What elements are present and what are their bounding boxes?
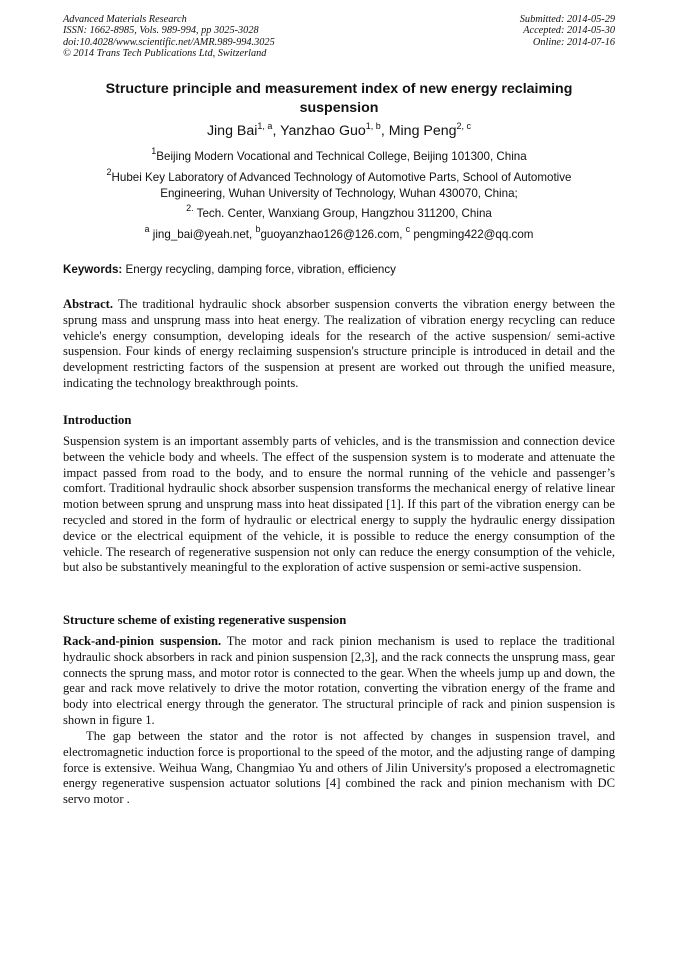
author-separator: , <box>272 123 281 139</box>
affiliation-3 <box>63 203 615 222</box>
author-name: Jing Bai <box>206 123 258 139</box>
gap-paragraph: The gap between the stator and the rotor is not affected by changes in suspension travel, and electromagnetic induction force is proportional to the speed of the motor, and the adjusting range of damping force is extensive. Weihua Wang, Changmiao Yu and others of Jilin University's proposed a electromagnetic energy regenerative suspension actuator solutions [4] combined the rack and pinion mechanism with DC servo motor . <box>63 729 615 807</box>
accepted-date: Accepted: 2014-05-30 <box>523 25 615 37</box>
rack-pinion-text: The motor and rack pinion mechanism is used to replace the traditional hydraulic shock absorbers in rack and pinion suspension [2,3], and the rack connects the unsprung mass, gear connects the sprung mass, and motor rotor is connected to the gear. When the wheels jump up and down, the gear and rack move relatively to drive the motor rotation, converting the vibration energy of the frame and body into electrical energy through the generator. The structural principle of rack and pinion suspension is shown in figure 1. <box>63 634 616 727</box>
affiliation-mark: 2 <box>106 167 112 177</box>
publication-dates <box>520 14 615 48</box>
email-mark: c <box>405 224 411 234</box>
email-mark: b <box>255 224 261 234</box>
submitted-date: Submitted: 2014-05-29 <box>519 14 615 25</box>
keywords-text: Energy recycling, damping force, vibration, efficiency <box>122 263 396 276</box>
author-separator: , <box>380 123 389 139</box>
email-text: jing_bai@yeah.net, <box>149 228 256 241</box>
affiliation-mark: 2. <box>186 203 194 213</box>
author-name: Ming Peng <box>388 123 457 139</box>
journal-name: Advanced Materials Research <box>63 14 187 25</box>
keywords-label: Keywords: <box>63 263 123 276</box>
journal-doi: doi:10.4028/www.scientific.net/AMR.989-994.3025 <box>63 36 275 48</box>
affiliation-2 <box>63 167 615 201</box>
abstract <box>63 297 615 392</box>
affiliation-text: Engineering, Wuhan University of Technology, Wuhan 430070, China; <box>160 186 518 200</box>
introduction-heading: Introduction <box>63 413 132 427</box>
journal-copyright: © 2014 Trans Tech Publications Ltd, Switzerland <box>63 47 267 59</box>
author-emails <box>63 224 615 243</box>
paper-title-line-1: Structure principle and measurement index of new energy reclaiming <box>105 81 573 97</box>
author-list <box>63 122 615 140</box>
paper-title <box>70 80 608 117</box>
email-text: guoyanzhao126@126.com, <box>260 228 406 241</box>
author-affiliation-mark: 2, c <box>456 121 472 131</box>
rack-pinion-paragraph <box>63 634 615 729</box>
journal-issn: ISSN: 1662-8985, Vols. 989-994, pp 3025-3028 <box>63 25 259 37</box>
introduction-text: Suspension system is an important assembly parts of vehicles, and is the transmission and connection device between the vehicle body and wheels. The effect of the suspension system is to moderate and attenuate the impact passed from road to the body, and to ensure the normal running of the vehicle and passenger’s comfort. Traditional hydraulic shock absorber suspension transforms the mechanical energy of relative linear motion between sprung and unsprung mass into heat dissipated [1]. If this part of the vibration energy can be recycled and stored in the form of hydraulic or electrical energy to supply the hydraulic energy dissipation device or the electrical equipment of the vehicle, it is possible to reduce the energy consumption of the vehicle. The research of regenerative suspension not only can reduce the energy consumption of the vehicle, but also be substantively meaningful to the exploration of active suspension or semi-active suspension. <box>63 434 615 575</box>
affiliation-text: Tech. Center, Wanxiang Group, Hangzhou 311200, China <box>193 207 492 220</box>
online-date: Online: 2014-07-16 <box>532 36 615 48</box>
paper-title-line-2: suspension <box>299 99 379 116</box>
affiliation-text: Beijing Modern Vocational and Technical College, Beijing 101300, China <box>156 150 527 163</box>
rack-pinion-label: Rack-and-pinion suspension. <box>63 634 222 648</box>
affiliation-mark: 1 <box>151 146 157 156</box>
email-text: pengming422@qq.com <box>410 228 534 241</box>
keywords <box>63 262 615 277</box>
journal-info <box>63 14 275 59</box>
affiliation-text: Hubei Key Laboratory of Advanced Technology of Automotive Parts, School of Automotive <box>111 171 572 184</box>
email-mark: a <box>144 224 150 234</box>
author-name: Yanzhao Guo <box>280 123 366 139</box>
abstract-text: The traditional hydraulic shock absorber suspension converts the vibration energy between the sprung mass and unsprung mass into heat energy. The realization of vibration energy recycling can reduce vehicle's energy consumption, developing ideals for the research of the active suspension/ semi-active suspension. Four kinds of energy reclaiming suspension's structure principle is introduced in detail and the development restricting factors of the suspension at present are worked out through the unified measure, indicating the technology breakthrough points. <box>63 297 615 390</box>
abstract-label: Abstract. <box>63 297 114 311</box>
author-affiliation-mark: 1, a <box>257 121 273 131</box>
author-affiliation-mark: 1, b <box>365 121 381 131</box>
structure-heading: Structure scheme of existing regenerative suspension <box>63 613 347 627</box>
affiliation-1 <box>63 146 615 165</box>
